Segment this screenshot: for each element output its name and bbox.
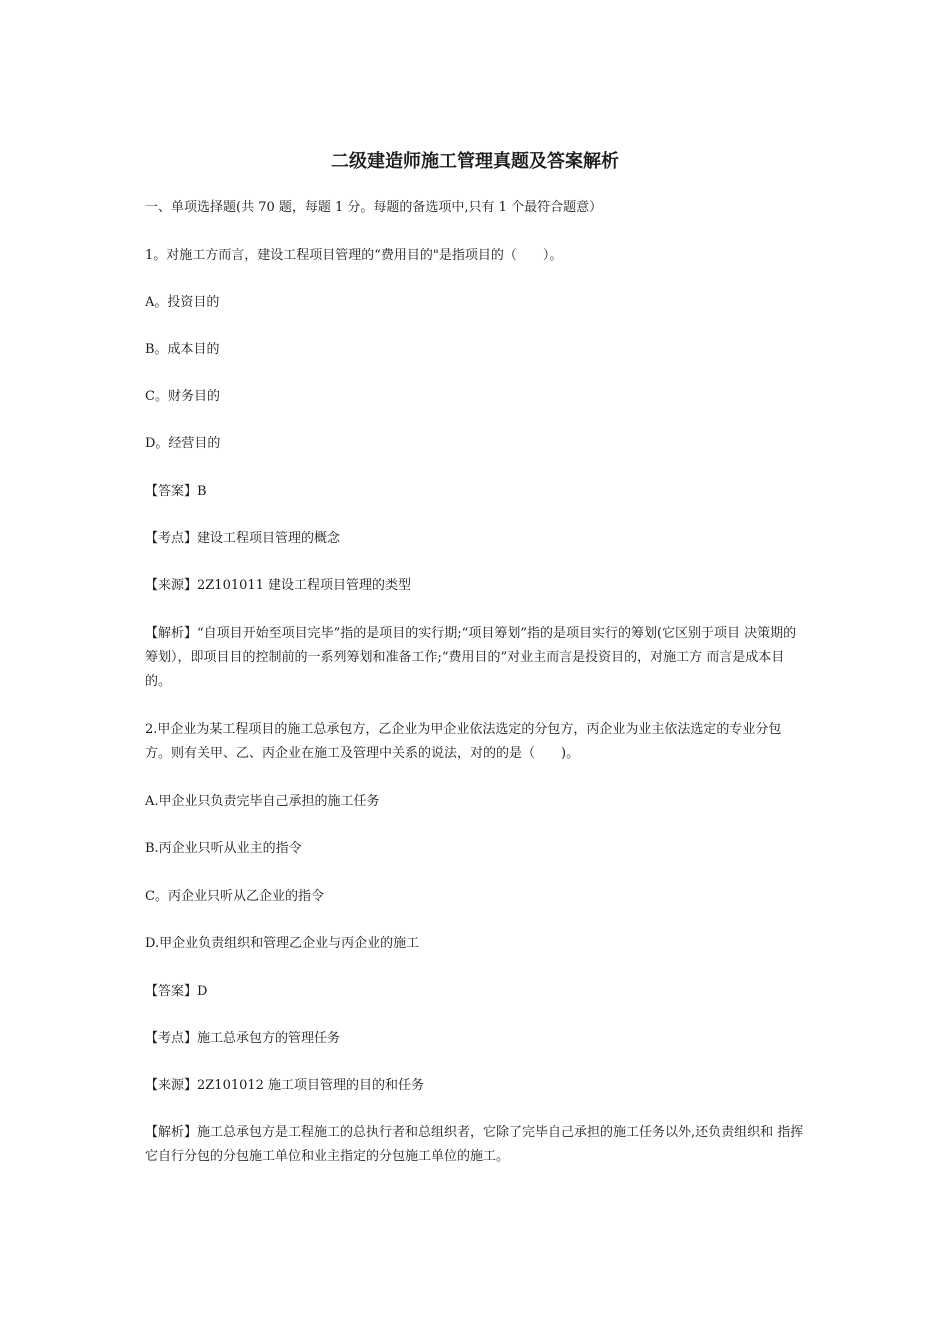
- question-1-point: 【考点】建设工程项目管理的概念: [145, 531, 341, 546]
- question-2-stem: 2.甲企业为某工程项目的施工总承包方，乙企业为甲企业依法选定的分包方，丙企业为业主依法选定的专业分包 方。则有关甲、乙、丙企业在施工及管理中关系的说法，对的的是（ )。: [145, 722, 782, 761]
- question-1-answer: 【答案】B: [145, 484, 207, 499]
- question-1-option-a: A。投资目的: [145, 295, 220, 310]
- question-2-answer: 【答案】D: [145, 984, 208, 999]
- question-1-option-d: D。经营目的: [145, 436, 221, 451]
- question-1-stem: 1。对施工方而言，建设工程项目管理的“费用目的"是指项目的（ ）。: [145, 248, 563, 263]
- section-heading: 一、单项选择题(共 70 题，每题 1 分。每题的备选项中,只有 1 个最符合题意）: [145, 200, 603, 215]
- question-1-source: 【来源】2Z101011 建设工程项目管理的类型: [145, 578, 412, 593]
- question-2-source: 【来源】2Z101012 施工项目管理的目的和任务: [145, 1078, 425, 1093]
- question-2-option-a: A.甲企业只负责完毕自己承担的施工任务: [145, 794, 380, 809]
- document-title: 二级建造师施工管理真题及答案解析: [331, 151, 619, 172]
- question-2-analysis: 【解析】施工总承包方是工程施工的总执行者和总组织者，它除了完毕自己承担的施工任务以外,还负责组织和 指挥它自行分包的分包施工单位和业主指定的分包施工单位的施工。: [145, 1125, 804, 1164]
- question-1-option-c: C。财务目的: [145, 389, 220, 404]
- question-2-option-b: B.丙企业只听从业主的指令: [145, 841, 302, 856]
- question-2-option-c: C。丙企业只听从乙企业的指令: [145, 889, 324, 904]
- question-2-option-d: D.甲企业负责组织和管理乙企业与丙企业的施工: [145, 936, 420, 951]
- question-1-option-b: B。成本目的: [145, 342, 220, 357]
- question-2-point: 【考点】施工总承包方的管理任务: [145, 1031, 341, 1046]
- question-1-analysis: 【解析】“自项目开始至项目完毕”指的是项目的实行期;“项目筹划”指的是项目实行的筹划(它区别于项目 决策期的筹划），即项目目的控制前的一系列筹划和准备工作;“费用目的”对业主而言是投资目的，对施工方 而言是成本目的。: [145, 626, 797, 689]
